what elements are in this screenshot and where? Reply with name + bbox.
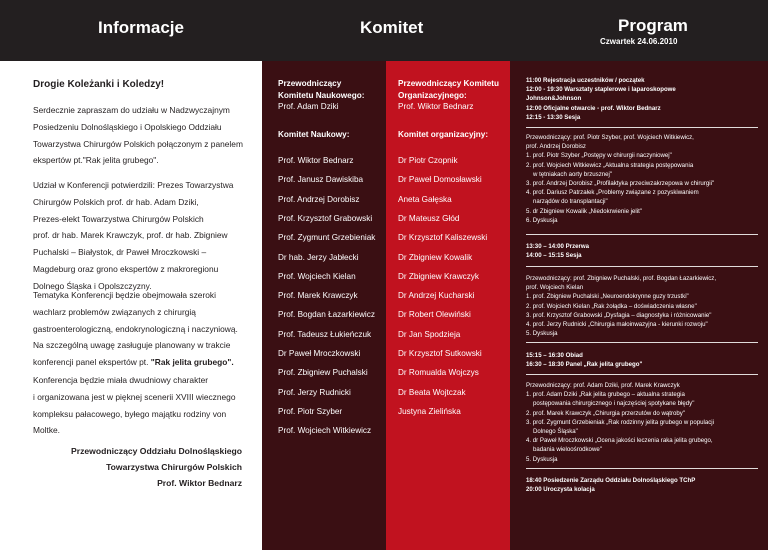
info-line: prof. dr hab. Marek Krawczyk, prof. dr hab. Zbigniew [33, 230, 228, 241]
info-line: Udział w Konferencji potwierdzili: Prezes Towarzystwa [33, 180, 234, 190]
info-line: Serdecznie zapraszam do udziału w Nadzwyczajnym [33, 105, 230, 115]
program-separator [526, 234, 758, 235]
info-line: Moltke. [33, 425, 60, 436]
komitet-naukowy-chair-heading [278, 78, 364, 101]
signature-line: Prof. Wiktor Bednarz [157, 478, 242, 488]
committee-member: Dr Jan Spodzieja [398, 329, 461, 339]
committee-member: Dr Andrzej Kucharski [398, 291, 475, 301]
info-paragraph-1 [33, 102, 243, 169]
committee-member: Dr hab. Jerzy Jabłecki [278, 252, 359, 262]
committee-member: Dr Paweł Mroczkowski [278, 349, 361, 358]
program-line: 11:00 Rejestracja uczestników / początek [526, 77, 645, 84]
program-line: prof. Wojciech Kielan [526, 284, 584, 292]
komitet-naukowy-heading: Komitet Naukowy: [278, 130, 350, 139]
committee-member: Dr Piotr Czopnik [398, 156, 458, 165]
section-title-program: Program [618, 16, 688, 35]
info-line: Na szczególną uwagę zasługuje planowany w trakcie [33, 340, 231, 351]
info-line: Chirurgów Polskich prof. dr hab. Adam Dziki, [33, 196, 199, 207]
info-line: Puchalski – Białystok, dr Paweł Mroczkowski – [33, 247, 207, 258]
info-paragraph-4 [33, 372, 236, 439]
info-line: Posiedzeniu Dolnośląskiego i Opolskiego Oddziału [33, 121, 222, 132]
program-line: Johnson&Johnson [526, 95, 582, 103]
committee-member: Dr Mateusz Głód [398, 213, 460, 223]
program-line: 14:00 – 15:15 Sesja [526, 252, 582, 260]
info-paragraph-2 [33, 177, 233, 295]
komitet-organizacyjny-chair-name: Prof. Wiktor Bednarz [398, 102, 474, 111]
heading-line: Przewodniczący Komitetu [398, 79, 500, 88]
committee-member: Prof. Janusz Dawiskiba [278, 175, 364, 185]
program-line: 4. prof. Jerzy Rudnicki „Chirurgia małoinwazyjna - kierunki rozwoju" [526, 321, 708, 329]
header-program [510, 0, 768, 61]
program-line: Dolnego Śląska" [533, 428, 578, 436]
info-line: wachlarz problemów związanych z chirurgią [33, 306, 196, 317]
program-separator [526, 266, 758, 267]
program-line: 3. prof. Andrzej Dorobisz „Profilaktyka przeciwzakrzepowa w chirurgii" [526, 180, 715, 188]
committee-member: Dr Beata Wojtczak [398, 387, 466, 397]
program-line: 13:30 – 14:00 Przerwa [526, 243, 590, 250]
komitet-organizacyjny-heading: Komitet organizacyjny: [398, 130, 489, 139]
program-session-1 [526, 133, 760, 225]
info-line: ekspertów pt."Rak jelita grubego". [33, 155, 159, 166]
program-line: 6. Dyskusja [526, 216, 558, 224]
info-line: Magdeburg oraz grono ekspertów z makroregionu [33, 263, 219, 274]
program-line: 4. prof. Dariusz Patrzałek „Problemy związane z pozyskiwaniem [526, 189, 699, 197]
program-block-lunch [526, 351, 760, 369]
program-line: 12:00 - 19:30 Warsztaty staplerowe i laparoskopowe [526, 86, 676, 94]
program-line: Przewodniczący: prof. Adam Dziki, prof. Marek Krawczyk [526, 382, 680, 389]
program-line: 3. prof. Krzysztof Grabowski „Dysfagia – diagnostyka i różnicowanie" [526, 311, 712, 319]
header-informacje [0, 0, 262, 61]
section-title-informacje: Informacje [98, 18, 184, 37]
program-line: 1. prof. Piotr Szyber „Postępy w chirurgii naczyniowej" [526, 152, 672, 160]
committee-member: Prof. Wiktor Bednarz [278, 156, 354, 165]
committee-member: Dr Krzysztof Sutkowski [398, 349, 482, 358]
program-block-opening [526, 76, 760, 122]
committee-member: Prof. Andrzej Dorobisz [278, 194, 360, 204]
heading-line: Komitetu Naukowego: [278, 90, 365, 100]
program-separator [526, 342, 758, 343]
committee-member: Dr Romualda Wojczys [398, 368, 479, 378]
program-date: Czwartek 24.06.2010 [600, 37, 678, 46]
committee-member: Dr Paweł Domosławski [398, 175, 482, 185]
committee-member: Justyna Zielińska [398, 406, 461, 416]
program-line: 2. prof. Wojciech Witkiewicz „Aktualna strategia postępowania [526, 161, 694, 169]
program-line: 12:15 - 13:30 Sesja [526, 113, 581, 121]
program-line: 15:15 – 16:30 Obiad [526, 352, 583, 359]
committee-member: Aneta Gałęska [398, 194, 452, 204]
info-line: Konferencja będzie miała dwudniowy charakter [33, 375, 209, 385]
program-line: narządów do transplantacji" [533, 198, 608, 206]
committee-member: Prof. Tadeusz Łukieńczuk [278, 329, 372, 339]
program-line: 5. dr Zbigniew Kowalik „Niedokrwienie jelit" [526, 207, 642, 215]
heading-line: Przewodniczący [278, 79, 342, 88]
info-line: gastroenterologiczną, endokrynologiczną i naczyniową. [33, 323, 238, 334]
heading-line: Organizacyjnego: [398, 90, 467, 100]
program-line: 5. Dyskusja [526, 330, 558, 338]
komitet-naukowy-chair-name: Prof. Adam Dziki [278, 102, 339, 111]
committee-member: Dr Krzysztof Kaliszewski [398, 233, 488, 243]
info-column [0, 61, 262, 550]
program-session-2 [526, 274, 760, 338]
program-line: badania wieloośrodkowe" [533, 446, 602, 454]
info-paragraph-3 [33, 287, 238, 371]
program-line: 1. prof. Adam Dziki „Rak jelita grubego – aktualna strategia [526, 391, 685, 399]
program-line: 2. prof. Wojciech Kielan „Rak żołądka – doświadczenia własne" [526, 302, 697, 310]
signature [71, 443, 242, 491]
info-paragraph-3-last-line: konferencji panel ekspertów pt. "Rak jelita grubego". [33, 357, 234, 368]
program-separator [526, 127, 758, 128]
program-line: 20:00 Uroczysta kolacja [526, 486, 595, 494]
committee-member: Prof. Zbigniew Puchalski [278, 368, 368, 378]
program-column [510, 61, 768, 550]
info-line: Prezes-elekt Towarzystwa Chirurgów Polskich [33, 213, 204, 224]
program-line: Przewodniczący: prof. Piotr Szyber, prof. Wojciech Witkiewicz, [526, 134, 694, 141]
program-line: postępowania chirurgicznego i najczęściej spotykane błędy" [533, 400, 695, 408]
committee-member: Prof. Jerzy Rudnicki [278, 387, 351, 397]
section-title-komitet: Komitet [360, 18, 424, 37]
program-separator [526, 468, 758, 469]
committee-member: Prof. Zygmunt Grzebieniak [278, 233, 376, 243]
committee-member: Prof. Krzysztof Grabowski [278, 213, 373, 223]
committee-member: Prof. Wojciech Kielan [278, 271, 356, 281]
info-line: Towarzystwa Chirurgów Polskich połączonym z panelem [33, 138, 243, 149]
program-line: prof. Andrzej Dorobisz [526, 143, 586, 151]
header-komitet [262, 0, 510, 61]
program-separator [526, 374, 758, 375]
program-line: 3. prof. Zygmunt Grzebieniak „Rak rodzinny jelita grubego w populacji [526, 418, 714, 426]
program-line: 18:40 Posiedzenie Zarządu Oddziału Dolnośląskiego TChP [526, 477, 696, 484]
program-line: 12:00 Oficjalne otwarcie - prof. Wiktor Bednarz [526, 104, 661, 112]
program-block-evening [526, 476, 760, 494]
info-line: Tematyka Konferencji będzie obejmowała szeroki [33, 290, 216, 300]
program-line: 16:30 – 18:30 Panel „Rak jelita grubego" [526, 361, 643, 369]
greeting: Drogie Koleżanki i Koledzy! [33, 79, 165, 90]
komitet-naukowy-column [262, 61, 386, 550]
committee-member: Dr Zbigniew Kowalik [398, 252, 473, 262]
committee-member: Prof. Marek Krawczyk [278, 291, 358, 301]
signature-line: Przewodniczący Oddziału Dolnośląskiego [71, 446, 242, 456]
committee-member: Prof. Bogdan Łazarkiewicz [278, 310, 375, 320]
signature-line: Towarzystwa Chirurgów Polskich [106, 462, 242, 472]
program-line: w tętniakach aorty brzusznej" [533, 170, 613, 178]
program-line: 4. dr Paweł Mroczkowski „Ocena jakości leczenia raka jelita grubego, [526, 437, 713, 445]
info-line: Dolnego Śląska i Opolszczyzny. [33, 280, 152, 291]
info-line: i organizowana jest w pięknej scenerii XVIII wiecznego [33, 391, 236, 402]
program-block-break [526, 242, 760, 260]
program-panel [526, 381, 760, 464]
committee-member: Dr Zbigniew Krawczyk [398, 271, 479, 281]
committee-member: Prof. Piotr Szyber [278, 406, 343, 416]
komitet-organizacyjny-column [386, 61, 510, 550]
program-line: 1. prof. Zbigniew Puchalski „Neuroendokrynne guzy trzustki" [526, 293, 689, 301]
info-line: kompleksu pałacowego, byłego majątku rodziny von [33, 408, 227, 419]
program-line: 5. Dyskusja [526, 455, 558, 463]
program-line: 2. prof. Marek Krawczyk „Chirurgia przerzutów do wątroby" [526, 409, 685, 417]
program-line: Przewodniczący: prof. Zbigniew Puchalski, prof. Bogdan Łazarkiewicz, [526, 275, 717, 282]
committee-member: Prof. Wojciech Witkiewicz [278, 426, 372, 436]
committee-member: Dr Robert Olewiński [398, 310, 471, 320]
komitet-organizacyjny-chair-heading [398, 78, 499, 101]
